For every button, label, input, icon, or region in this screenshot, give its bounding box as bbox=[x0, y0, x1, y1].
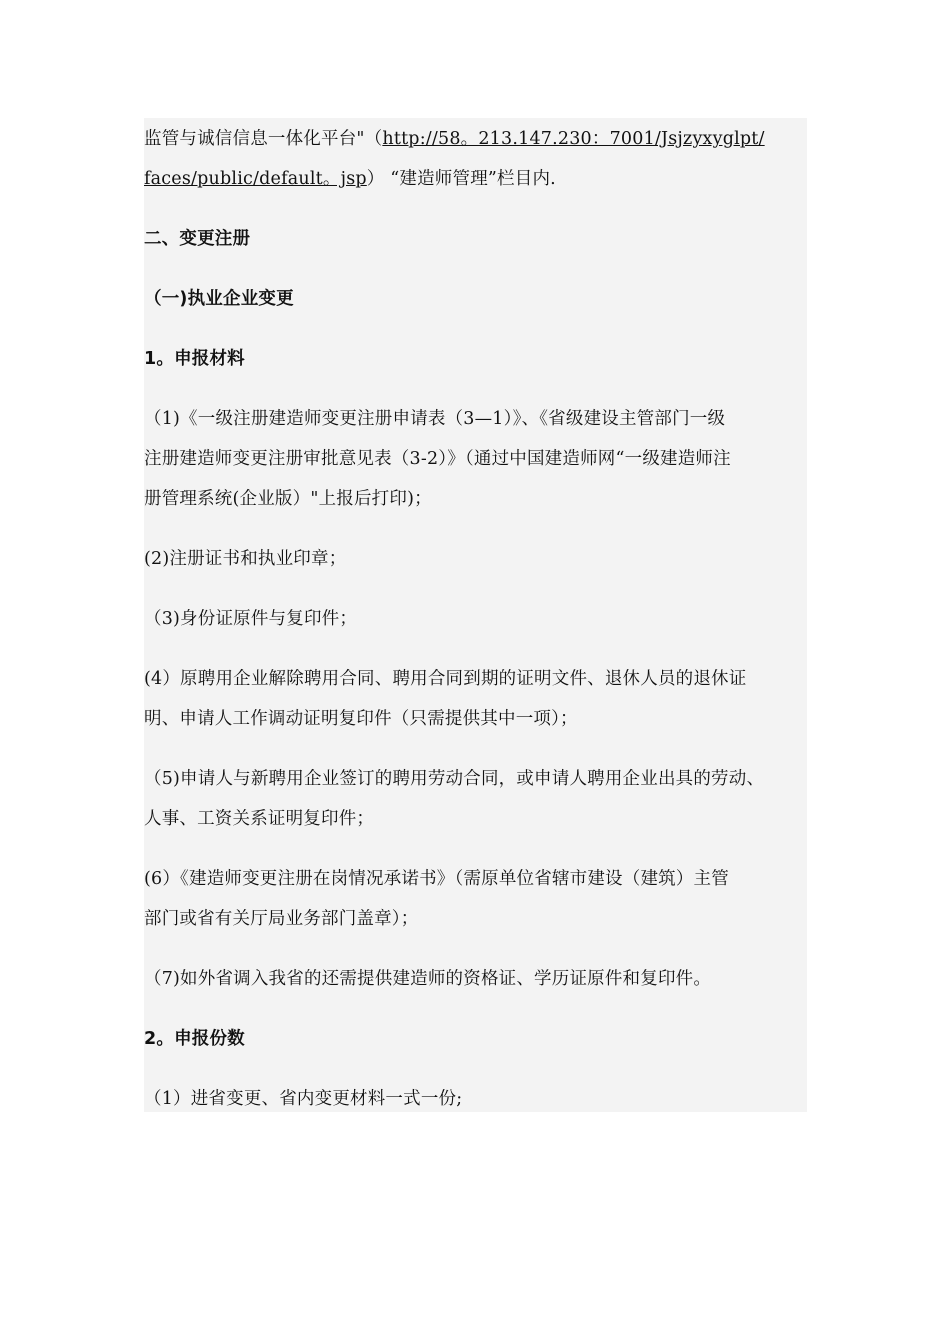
item-heading-copies: 2。申报份数 bbox=[144, 1029, 245, 1049]
material-4-line-1: (4）原聘用企业解除聘用合同、聘用合同到期的证明文件、退休人员的退休证 bbox=[144, 669, 747, 689]
material-2: (2)注册证书和执业印章； bbox=[144, 549, 347, 569]
material-1-line-1: （1)《一级注册建造师变更注册申请表（3—1）》、《省级建设主管部门一级 bbox=[144, 409, 726, 429]
material-4-line-2: 明、申请人工作调动证明复印件（只需提供其中一项）； bbox=[144, 709, 578, 729]
item-heading-materials: 1。申报材料 bbox=[144, 349, 245, 369]
material-6-line-2: 部门或省有关厅局业务部门盖章）； bbox=[144, 909, 419, 929]
section-heading-change-registration: 二、变更注册 bbox=[144, 229, 251, 249]
material-1-line-3: 册管理系统(企业版）"上报后打印)； bbox=[144, 489, 432, 509]
copies-1: （1）进省变更、省内变更材料一式一份; bbox=[144, 1089, 463, 1109]
material-7: （7)如外省调入我省的还需提供建造师的资格证、学历证原件和复印件。 bbox=[144, 969, 712, 989]
platform-url-link-continued[interactable]: faces/public/default。jsp bbox=[144, 169, 367, 189]
material-6-line-1: (6）《建造师变更注册在岗情况承诺书》（需原单位省辖市建设（建筑）主管 bbox=[144, 869, 729, 889]
material-5-line-2: 人事、工资关系证明复印件； bbox=[144, 809, 375, 829]
intro-suffix-text: ） “建造师管理”栏目内. bbox=[366, 169, 556, 189]
material-5-line-1: （5)申请人与新聘用企业签订的聘用劳动合同，或申请人聘用企业出具的劳动、 bbox=[144, 769, 765, 789]
intro-line-1 bbox=[144, 128, 765, 150]
document-page bbox=[144, 118, 807, 1112]
subsection-heading-enterprise-change: （一)执业企业变更 bbox=[144, 289, 294, 309]
material-1-line-2: 注册建造师变更注册审批意见表（3-2）》（通过中国建造师网“一级建造师注 bbox=[144, 449, 731, 469]
intro-text: 监管与诚信信息一体化平台"（ bbox=[144, 129, 383, 149]
platform-url-link[interactable]: http://58。213.147.230：7001/Jsjzyxyglpt/ bbox=[382, 129, 765, 149]
intro-line-2 bbox=[144, 168, 556, 190]
material-3: （3)身份证原件与复印件； bbox=[144, 609, 358, 629]
